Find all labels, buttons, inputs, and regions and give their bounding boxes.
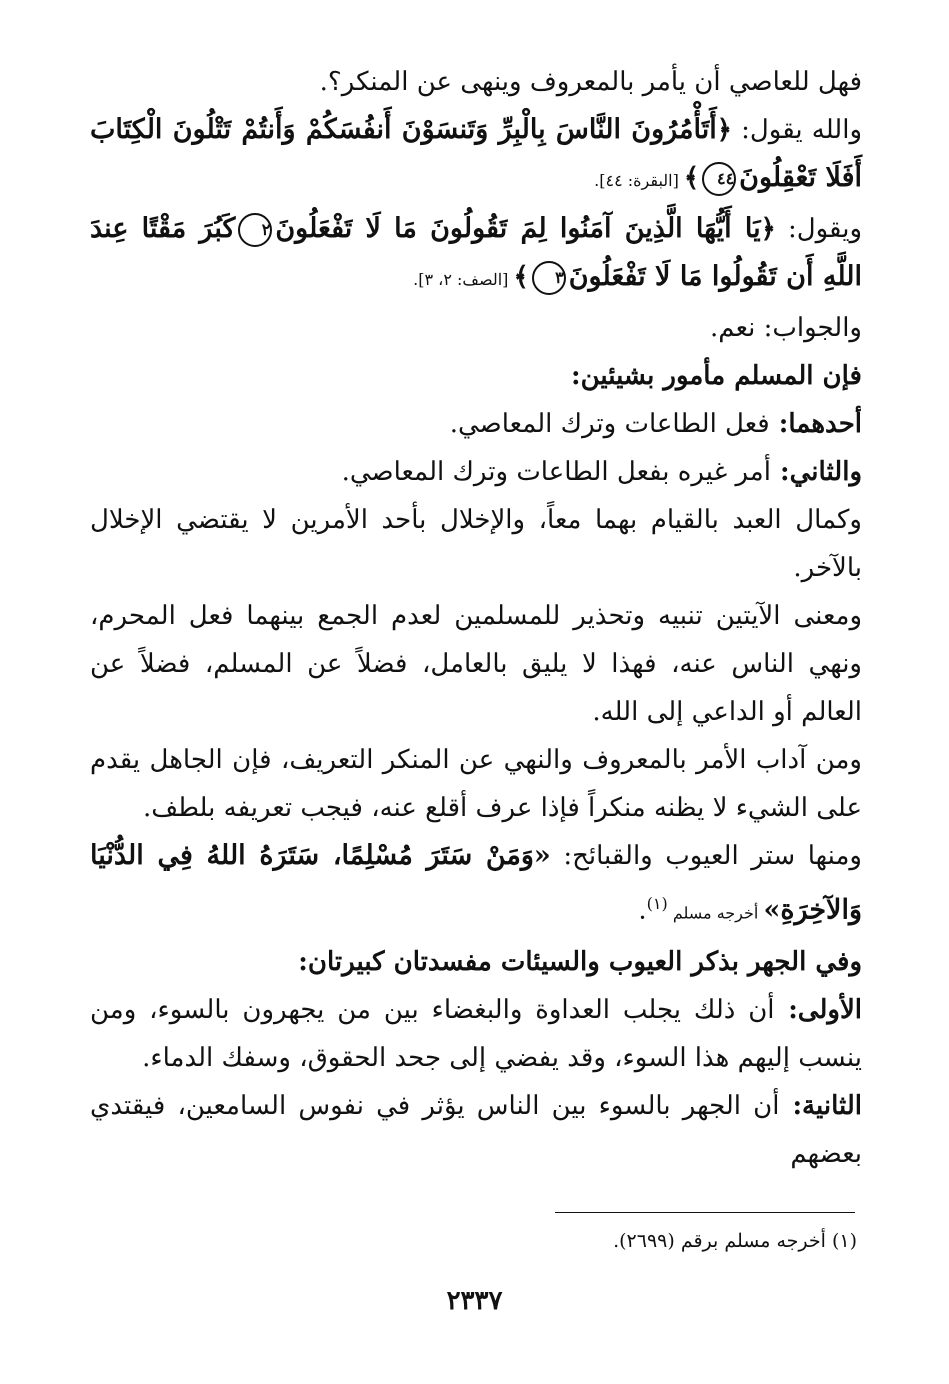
paragraph-saff-verse [90,205,862,304]
heading-two-commands: فإن المسلم مأمور بشيئين: [570,361,862,391]
quran-bracket-close: ﴾ [513,262,529,292]
paragraph-perfection: وكمال العبد بالقيام بهما معاً، والإخلال بأحد الأمرين لا يقتضي الإخلال بالآخر. [90,505,862,583]
verse-reference: [الصف: ٢، ٣]. [413,270,514,289]
paragraph-text: أن الجهر بالسوء بين الناس يؤثر في نفوس السامعين، فيقتدي بعضهم [90,1090,862,1169]
lead-text: ومنها ستر العيوب والقبائح: [550,841,862,871]
heading-two-harms: وفي الجهر بذكر العيوب والسيئات مفسدتان كبيرتان: [298,946,862,977]
ayah-number-marker: ٤٤ [702,162,736,196]
quran-bracket-close: ﴾ [683,163,700,193]
paragraph-question: فهل للعاصي أن يأمر بالمعروف وينهى عن المنكر؟. [319,67,862,97]
bold-lead: الثانية: [779,1090,862,1121]
verse-reference: [البقرة: ٤٤]. [594,171,684,190]
paragraph-text: أمر غيره بفعل الطاعات وترك المعاصي. [341,457,771,487]
paragraph-concealing-faults [90,832,862,938]
footnote-marker[interactable]: (١) [646,894,668,913]
paragraph-meaning: ومعنى الآيتين تنبيه وتحذير للمسلمين لعدم الجمع بينهما فعل المحرم، ونهي الناس عنه، فهذا لا يليق بالعامل، فضلاً عن المسلم، فضلاً عن العالم أو الداعي إلى الله. [90,601,862,727]
hadith-text: «وَمَنْ سَتَرَ مُسْلِمًا، سَتَرَهُ اللهُ فِي الدُّنْيَا وَالآخِرَةِ» [90,840,862,926]
lead-text: ويقول: [775,214,863,244]
ayah-number-marker: ٢ [238,213,272,247]
sentence-end: . [638,895,647,926]
bold-lead: الأولى: [774,994,862,1025]
paragraph-etiquette: ومن آداب الأمر بالمعروف والنهي عن المنكر التعريف، فإن الجاهل يقدم على الشيء لا يظنه منكراً فإذا عرف أقلع عنه، فيجب تعريفه بلطف. [90,745,862,823]
bold-lead: والثاني: [770,457,862,487]
paragraph-second-harm [90,1082,862,1178]
paragraph-baqarah-verse [90,106,862,205]
ayah-number-marker: ٣ [532,261,566,295]
lead-text: والله يقول: [731,115,863,145]
quran-verse: أَتَأْمُرُونَ النَّاسَ بِالْبِرِّ وَتَنسَوْنَ أَنفُسَكُمْ وَأَنتُمْ تَتْلُونَ الْكِتَابَ أَفَلَا تَعْقِلُونَ [90,114,862,193]
paragraph-text: أن ذلك يجلب العداوة والبغضاء بين من يجهرون بالسوء، ومن ينسب إليهم هذا السوء، وقد يفضي إلى جحد الحقوق، وسفك الدماء. [90,994,862,1073]
paragraph-first-harm [90,986,862,1082]
paragraph-first [90,400,862,448]
bold-lead: أحدهما: [769,409,862,439]
page-number: ٢٣٣٧ [446,1286,503,1316]
paragraph-second [90,448,862,496]
paragraph-text: فعل الطاعات وترك المعاصي. [449,409,770,439]
page-body [90,58,862,1178]
quran-verse-1: يَا أَيُّهَا الَّذِينَ آمَنُوا لِمَ تَقُولُونَ مَا لَا تَفْعَلُونَ [275,213,761,244]
quran-bracket-open: ﴿ [760,214,776,244]
quran-verse-2: كَبُرَ مَقْتًا عِندَ اللَّهِ أَن تَقُولُوا مَا لَا تَفْعَلُونَ [90,213,862,292]
footnote-divider [555,1212,855,1213]
quran-bracket-open: ﴿ [716,115,732,145]
hadith-source: أخرجه مسلم [667,903,764,923]
footnote: (١) أخرجه مسلم برقم (٢٦٩٩). [613,1230,857,1252]
paragraph-answer: والجواب: نعم. [710,313,862,343]
